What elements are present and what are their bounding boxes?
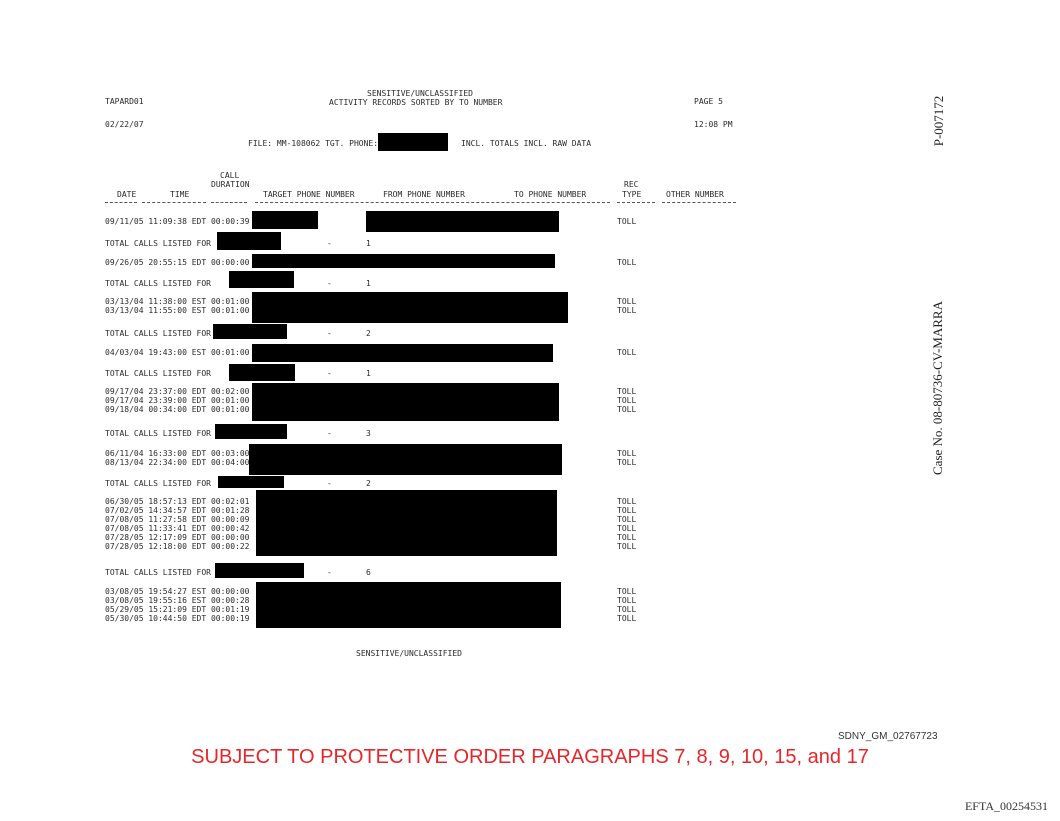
page-id-vertical: P-007172 bbox=[931, 95, 946, 147]
record-row: 07/28/05 12:17:09 EDT 00:00:00 bbox=[105, 533, 250, 542]
record-type: TOLL bbox=[617, 405, 637, 414]
total-label: TOTAL CALLS LISTED FOR bbox=[105, 568, 211, 577]
total-dash: - bbox=[327, 239, 332, 248]
redaction-block bbox=[252, 211, 318, 229]
col-underline-other bbox=[662, 202, 736, 203]
record-type: TOLL bbox=[617, 614, 637, 623]
record-type: TOLL bbox=[617, 297, 637, 306]
redaction-block bbox=[213, 324, 287, 339]
protective-order-notice: SUBJECT TO PROTECTIVE ORDER PARAGRAPHS 7, 8, 9, 10, 15, and 17 bbox=[191, 746, 869, 768]
total-dash: - bbox=[327, 429, 332, 438]
col-time: TIME bbox=[170, 190, 190, 199]
record-type: TOLL bbox=[617, 524, 637, 533]
col-to-phone: TO PHONE NUMBER bbox=[514, 190, 587, 199]
record-row: 09/18/04 00:34:00 EDT 00:01:00 bbox=[105, 405, 250, 414]
redaction-block bbox=[217, 232, 281, 250]
total-count: 2 bbox=[366, 479, 371, 488]
total-dash: - bbox=[327, 568, 332, 577]
total-dash: - bbox=[327, 279, 332, 288]
col-rec: REC bbox=[624, 180, 639, 189]
total-label: TOTAL CALLS LISTED FOR bbox=[105, 429, 211, 438]
redaction-block bbox=[366, 211, 559, 232]
total-count: 1 bbox=[366, 369, 371, 378]
total-label: TOTAL CALLS LISTED FOR bbox=[105, 329, 211, 338]
record-row: 09/17/04 23:37:00 EDT 00:02:00 bbox=[105, 387, 250, 396]
record-type: TOLL bbox=[617, 497, 637, 506]
redaction-target-phone bbox=[378, 133, 448, 151]
total-count: 2 bbox=[366, 329, 371, 338]
report-date: 02/22/07 bbox=[105, 120, 144, 129]
record-row: 07/02/05 14:34:57 EDT 00:01:28 bbox=[105, 506, 250, 515]
total-count: 1 bbox=[366, 239, 371, 248]
record-row: 09/11/05 11:09:38 EDT 00:00:39 bbox=[105, 217, 250, 226]
record-type: TOLL bbox=[617, 506, 637, 515]
total-count: 1 bbox=[366, 279, 371, 288]
record-type: TOLL bbox=[617, 533, 637, 542]
record-row: 07/08/05 11:27:58 EDT 00:00:09 bbox=[105, 515, 250, 524]
redaction-block bbox=[252, 344, 553, 362]
col-call: CALL bbox=[220, 171, 240, 180]
col-underline-phones bbox=[255, 202, 610, 203]
col-underline-time bbox=[142, 202, 206, 203]
redaction-block bbox=[256, 490, 557, 556]
total-label: TOTAL CALLS LISTED FOR bbox=[105, 239, 211, 248]
record-row: 03/13/04 11:55:00 EST 00:01:00 bbox=[105, 306, 250, 315]
record-row: 06/11/04 16:33:00 EDT 00:03:00 bbox=[105, 449, 250, 458]
col-underline-duration bbox=[211, 202, 247, 203]
col-target-phone: TARGET PHONE NUMBER bbox=[263, 190, 355, 199]
record-type: TOLL bbox=[617, 596, 637, 605]
total-dash: - bbox=[327, 369, 332, 378]
record-row: 09/26/05 20:55:15 EDT 00:00:00 bbox=[105, 258, 250, 267]
redaction-block bbox=[249, 444, 562, 475]
redaction-block bbox=[229, 271, 294, 288]
col-from-phone: FROM PHONE NUMBER bbox=[383, 190, 465, 199]
report-subtitle: ACTIVITY RECORDS SORTED BY TO NUMBER bbox=[329, 98, 503, 107]
redaction-block bbox=[252, 254, 555, 268]
footer-classification: SENSITIVE/UNCLASSIFIED bbox=[356, 649, 462, 658]
record-row: 03/08/05 19:55:16 EST 00:00:28 bbox=[105, 596, 250, 605]
file-line-suffix: INCL. TOTALS INCL. RAW DATA bbox=[461, 139, 592, 148]
record-row: 07/08/05 11:33:41 EDT 00:00:42 bbox=[105, 524, 250, 533]
file-line-prefix: FILE: MM-108062 TGT. PHONE: bbox=[248, 139, 379, 148]
col-date: DATE bbox=[117, 190, 137, 199]
total-label: TOTAL CALLS LISTED FOR bbox=[105, 279, 211, 288]
redaction-block bbox=[252, 292, 568, 323]
record-type: TOLL bbox=[617, 515, 637, 524]
record-row: 08/13/04 22:34:00 EDT 00:04:00 bbox=[105, 458, 250, 467]
total-dash: - bbox=[327, 479, 332, 488]
redaction-block bbox=[229, 364, 295, 381]
record-row: 07/28/05 12:18:00 EDT 00:00:22 bbox=[105, 542, 250, 551]
total-count: 3 bbox=[366, 429, 371, 438]
col-underline-date bbox=[105, 202, 137, 203]
record-type: TOLL bbox=[617, 217, 637, 226]
col-duration: DURATION bbox=[211, 180, 250, 189]
report-id: TAPARD01 bbox=[105, 97, 144, 106]
page-number: PAGE 5 bbox=[694, 97, 723, 106]
record-type: TOLL bbox=[617, 605, 637, 614]
record-row: 09/17/04 23:39:00 EDT 00:01:00 bbox=[105, 396, 250, 405]
record-row: 03/13/04 11:38:00 EST 00:01:00 bbox=[105, 297, 250, 306]
record-type: TOLL bbox=[617, 449, 637, 458]
col-type: TYPE bbox=[622, 190, 642, 199]
redaction-block bbox=[218, 476, 284, 488]
record-row: 03/08/05 19:54:27 EST 00:00:00 bbox=[105, 587, 250, 596]
record-row: 06/30/05 18:57:13 EDT 00:02:01 bbox=[105, 497, 250, 506]
header-classification: SENSITIVE/UNCLASSIFIED bbox=[367, 89, 473, 98]
record-row: 05/29/05 15:21:09 EDT 00:01:19 bbox=[105, 605, 250, 614]
record-row: 05/30/05 10:44:50 EDT 00:00:19 bbox=[105, 614, 250, 623]
record-type: TOLL bbox=[617, 387, 637, 396]
record-type: TOLL bbox=[617, 258, 637, 267]
report-time: 12:08 PM bbox=[694, 120, 733, 129]
total-label: TOTAL CALLS LISTED FOR bbox=[105, 479, 211, 488]
redaction-block bbox=[215, 563, 304, 578]
record-type: TOLL bbox=[617, 348, 637, 357]
record-type: TOLL bbox=[617, 587, 637, 596]
record-type: TOLL bbox=[617, 306, 637, 315]
total-dash: - bbox=[327, 329, 332, 338]
redaction-block bbox=[252, 383, 559, 421]
record-type: TOLL bbox=[617, 542, 637, 551]
total-count: 6 bbox=[366, 568, 371, 577]
efta-number: EFTA_00254531 bbox=[964, 799, 1048, 813]
bates-number: SDNY_GM_02767723 bbox=[838, 731, 938, 742]
col-other-number: OTHER NUMBER bbox=[666, 190, 724, 199]
col-underline-type bbox=[617, 202, 655, 203]
record-type: TOLL bbox=[617, 458, 637, 467]
case-number-vertical: Case No. 08-80736-CV-MARRA bbox=[930, 301, 945, 475]
redaction-block bbox=[256, 582, 561, 628]
record-row: 04/03/04 19:43:00 EST 00:01:00 bbox=[105, 348, 250, 357]
total-label: TOTAL CALLS LISTED FOR bbox=[105, 369, 211, 378]
redaction-block bbox=[215, 424, 287, 439]
record-type: TOLL bbox=[617, 396, 637, 405]
